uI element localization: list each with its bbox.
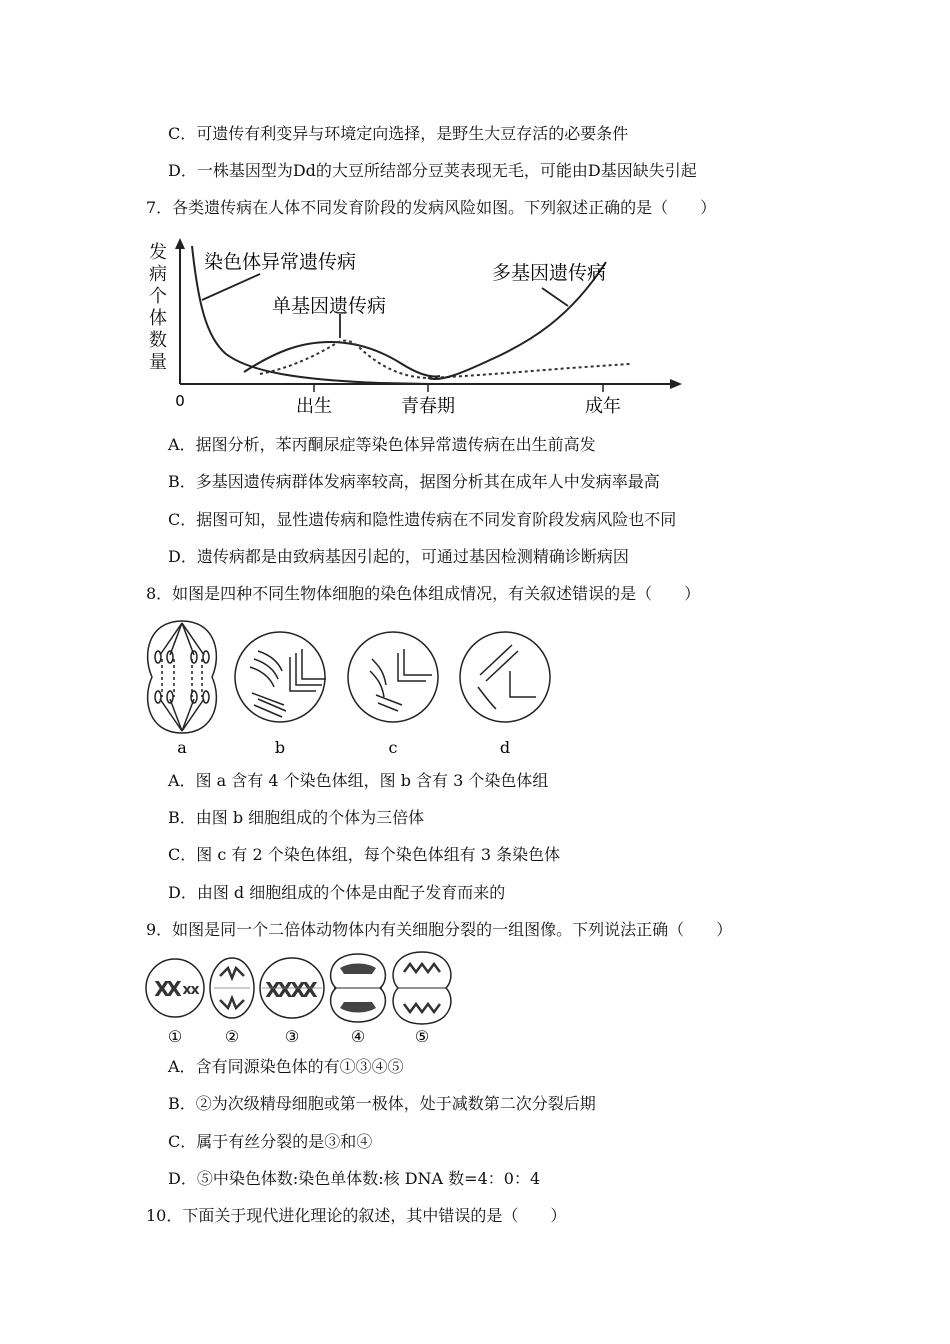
svg-text:X: X bbox=[277, 978, 293, 1002]
cell-2 bbox=[210, 958, 254, 1018]
ylabel-char: 个 bbox=[149, 286, 167, 307]
q8-option-c bbox=[168, 845, 560, 865]
caption-4: ④ bbox=[350, 1027, 366, 1046]
option-text: 由图 d 细胞组成的个体是由配子发育而来的 bbox=[196, 883, 506, 902]
option-label: A． bbox=[168, 771, 196, 790]
q9-option-d bbox=[168, 1169, 540, 1189]
q8-stem: 8．如图是四种不同生物体细胞的染色体组成情况，有关叙述错误的是（ ） bbox=[146, 584, 701, 603]
ylabel-char: 数 bbox=[149, 330, 167, 351]
option-label: C． bbox=[168, 124, 197, 143]
svg-text:X: X bbox=[290, 978, 306, 1002]
q8-option-a bbox=[168, 771, 548, 791]
option-label: B． bbox=[168, 808, 196, 827]
origin-label: 0 bbox=[175, 392, 185, 410]
single-gene-disease-label: 单基因遗传病 bbox=[272, 295, 387, 317]
option-label: D． bbox=[168, 161, 197, 180]
option-text: 图 c 有 2 个染色体组，每个染色体组有 3 条染色体 bbox=[196, 845, 561, 864]
dotted-disease-curve bbox=[260, 341, 630, 378]
chromosome-leader-line bbox=[202, 274, 260, 300]
q7-stem: 7．各类遗传病在人体不同发育阶段的发病风险如图。下列叙述正确的是（ ） bbox=[146, 198, 717, 217]
caption-c: c bbox=[388, 738, 398, 757]
option-label: C． bbox=[168, 845, 197, 864]
ylabel-char: 体 bbox=[149, 308, 167, 329]
option-label: D． bbox=[168, 1169, 197, 1188]
q6-option-d bbox=[168, 161, 697, 181]
xtick-label: 青春期 bbox=[401, 396, 455, 417]
q9-cell-division-figure bbox=[140, 950, 460, 1050]
option-label: D． bbox=[168, 547, 197, 566]
cell-b bbox=[235, 632, 326, 722]
svg-text:x: x bbox=[190, 982, 200, 998]
q10-stem: 10．下面关于现代进化理论的叙述，其中错误的是（ ） bbox=[146, 1206, 567, 1225]
q7-disease-risk-figure bbox=[140, 232, 700, 422]
cell-4 bbox=[331, 954, 386, 1022]
caption-a: a bbox=[177, 738, 187, 757]
option-text: 可遗传有利变异与环境定向选择，是野生大豆存活的必要条件 bbox=[196, 124, 629, 143]
svg-text:X: X bbox=[154, 977, 170, 1001]
caption-b: b bbox=[274, 738, 286, 757]
caption-3: ③ bbox=[284, 1027, 300, 1046]
q8-chromosome-set-figure bbox=[140, 615, 560, 765]
ylabel-char: 病 bbox=[149, 264, 167, 285]
cell-3 bbox=[260, 958, 324, 1018]
xtick-label: 成年 bbox=[585, 396, 621, 417]
x-axis-arrow bbox=[670, 379, 682, 389]
cell-a bbox=[148, 621, 217, 733]
ylabel-char: 发 bbox=[149, 242, 167, 263]
caption-1: ① bbox=[167, 1027, 183, 1046]
q7-option-c bbox=[168, 510, 676, 530]
q7-option-b bbox=[168, 472, 660, 492]
ylabel-char: 量 bbox=[149, 352, 167, 373]
multi-gene-leader-line bbox=[542, 288, 568, 306]
option-label: B． bbox=[168, 1094, 196, 1113]
option-text: 多基因遗传病群体发病率较高，据图分析其在成年人中发病率最高 bbox=[195, 472, 660, 491]
q9-option-b bbox=[168, 1094, 596, 1114]
option-label: C． bbox=[168, 510, 197, 529]
q6-option-c bbox=[168, 124, 628, 144]
y-axis-label bbox=[149, 242, 167, 373]
option-text: 由图 b 细胞组成的个体为三倍体 bbox=[195, 808, 425, 827]
caption-d: d bbox=[499, 738, 511, 757]
option-label: A． bbox=[168, 1057, 196, 1076]
chromosome-disease-label: 染色体异常遗传病 bbox=[204, 251, 357, 273]
option-text: 含有同源染色体的有①③④⑤ bbox=[195, 1057, 404, 1076]
caption-5: ⑤ bbox=[414, 1027, 430, 1046]
option-text: 遗传病都是由致病基因引起的，可通过基因检测精确诊断病因 bbox=[196, 547, 629, 566]
cell-5 bbox=[393, 952, 451, 1024]
option-label: C． bbox=[168, 1132, 197, 1151]
option-text: 图 a 含有 4 个染色体组，图 b 含有 3 个染色体组 bbox=[195, 771, 549, 790]
q7-option-d bbox=[168, 547, 629, 567]
cell-d bbox=[460, 632, 550, 722]
cell-1 bbox=[146, 959, 204, 1017]
svg-text:X: X bbox=[302, 978, 318, 1002]
y-axis-arrow bbox=[175, 238, 185, 249]
svg-text:x: x bbox=[182, 982, 192, 998]
svg-text:X: X bbox=[166, 977, 182, 1001]
option-text: ⑤中染色体数:染色单体数:核 DNA 数=4：0：4 bbox=[196, 1169, 541, 1188]
q9-stem: 9．如图是同一个二倍体动物体内有关细胞分裂的一组图像。下列说法正确（ ） bbox=[146, 920, 733, 939]
xtick-label: 出生 bbox=[296, 396, 332, 417]
option-text: 据图分析，苯丙酮尿症等染色体异常遗传病在出生前高发 bbox=[195, 435, 596, 454]
q9-option-a bbox=[168, 1057, 404, 1077]
q8-option-b bbox=[168, 808, 424, 828]
multi-gene-disease-label: 多基因遗传病 bbox=[492, 262, 607, 284]
q8-option-d bbox=[168, 883, 505, 903]
q7-option-a bbox=[168, 435, 596, 455]
option-text: ②为次级精母细胞或第一极体，处于减数第二次分裂后期 bbox=[195, 1094, 596, 1113]
option-text: 属于有丝分裂的是③和④ bbox=[196, 1132, 373, 1151]
option-text: 一株基因型为Dd的大豆所结部分豆荚表现无毛，可能由D基因缺失引起 bbox=[196, 161, 697, 180]
option-text: 据图可知，显性遗传病和隐性遗传病在不同发育阶段发病风险也不同 bbox=[196, 510, 677, 529]
option-label: D． bbox=[168, 883, 197, 902]
svg-text:X: X bbox=[265, 978, 281, 1002]
caption-2: ② bbox=[224, 1027, 240, 1046]
option-label: A． bbox=[168, 435, 196, 454]
option-label: B． bbox=[168, 472, 196, 491]
cell-c bbox=[348, 632, 438, 722]
q9-option-c bbox=[168, 1132, 372, 1152]
